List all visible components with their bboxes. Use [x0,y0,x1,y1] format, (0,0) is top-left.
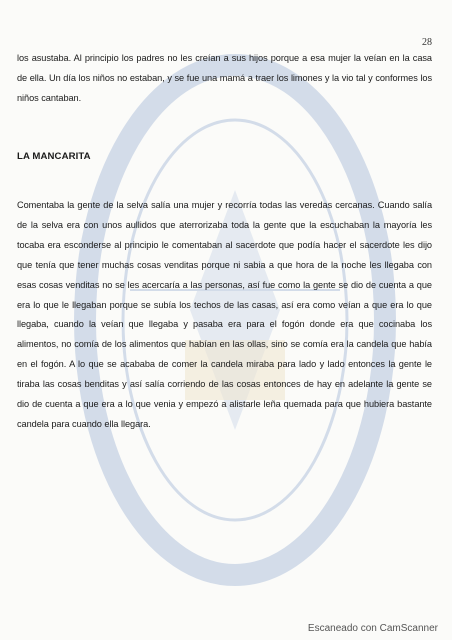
intro-text: los asustaba. Al principio los padres no les creían a sus hijos porque a esa mujer la veían en la casa de ella. Un día los niños no estaban, y se fue una mamá a traer los limones y la vio tal y conformes los niños cantaban. [17,53,432,103]
scanner-footer: Escaneado con CamScanner [307,623,438,634]
story-text: Comentaba la gente de la selva salía una mujer y recorría todas las veredas cercanas. Cuando salía de la selva era con unos aullidos que aterrorizaba toda la gente que la escuchaban la mayoría les tocaba era esconderse al principio le comentaban al sacerdote que podía hacer el sacerdote les dijo que tenía que tener muchas cosas venditas porque ni sabia a que hora de la noche les llegaba con esas cosas venditas no se les acercaría a las personas, así fue como la gente se dio de cuenta a que era lo que le llegaban porque se subía los techos de las casas, así era como veían a que era lo que llegaba, cuando la veían que llegaba y pasaba era para el fogón donde era que cocinaba los alimentos, no comía de los alimentos que habían en las ollas, sino se comía era la candela que había en el fogón. A lo que se acababa de comer la candela miraba para lado y lado entonces la gente le tiraba las cosas benditas y así salía corriendo de las cosas entonces de hay en adelante la gente se dio de cuenta a que era a lo que venia y empezó a alistarle leña quemada para que hubiera bastante candela para cuando ella llegara. [17,200,432,429]
story-paragraph [17,196,432,435]
section-title: LA MANCARITA [17,151,91,162]
intro-paragraph [17,49,432,109]
page-number: 28 [422,37,432,48]
